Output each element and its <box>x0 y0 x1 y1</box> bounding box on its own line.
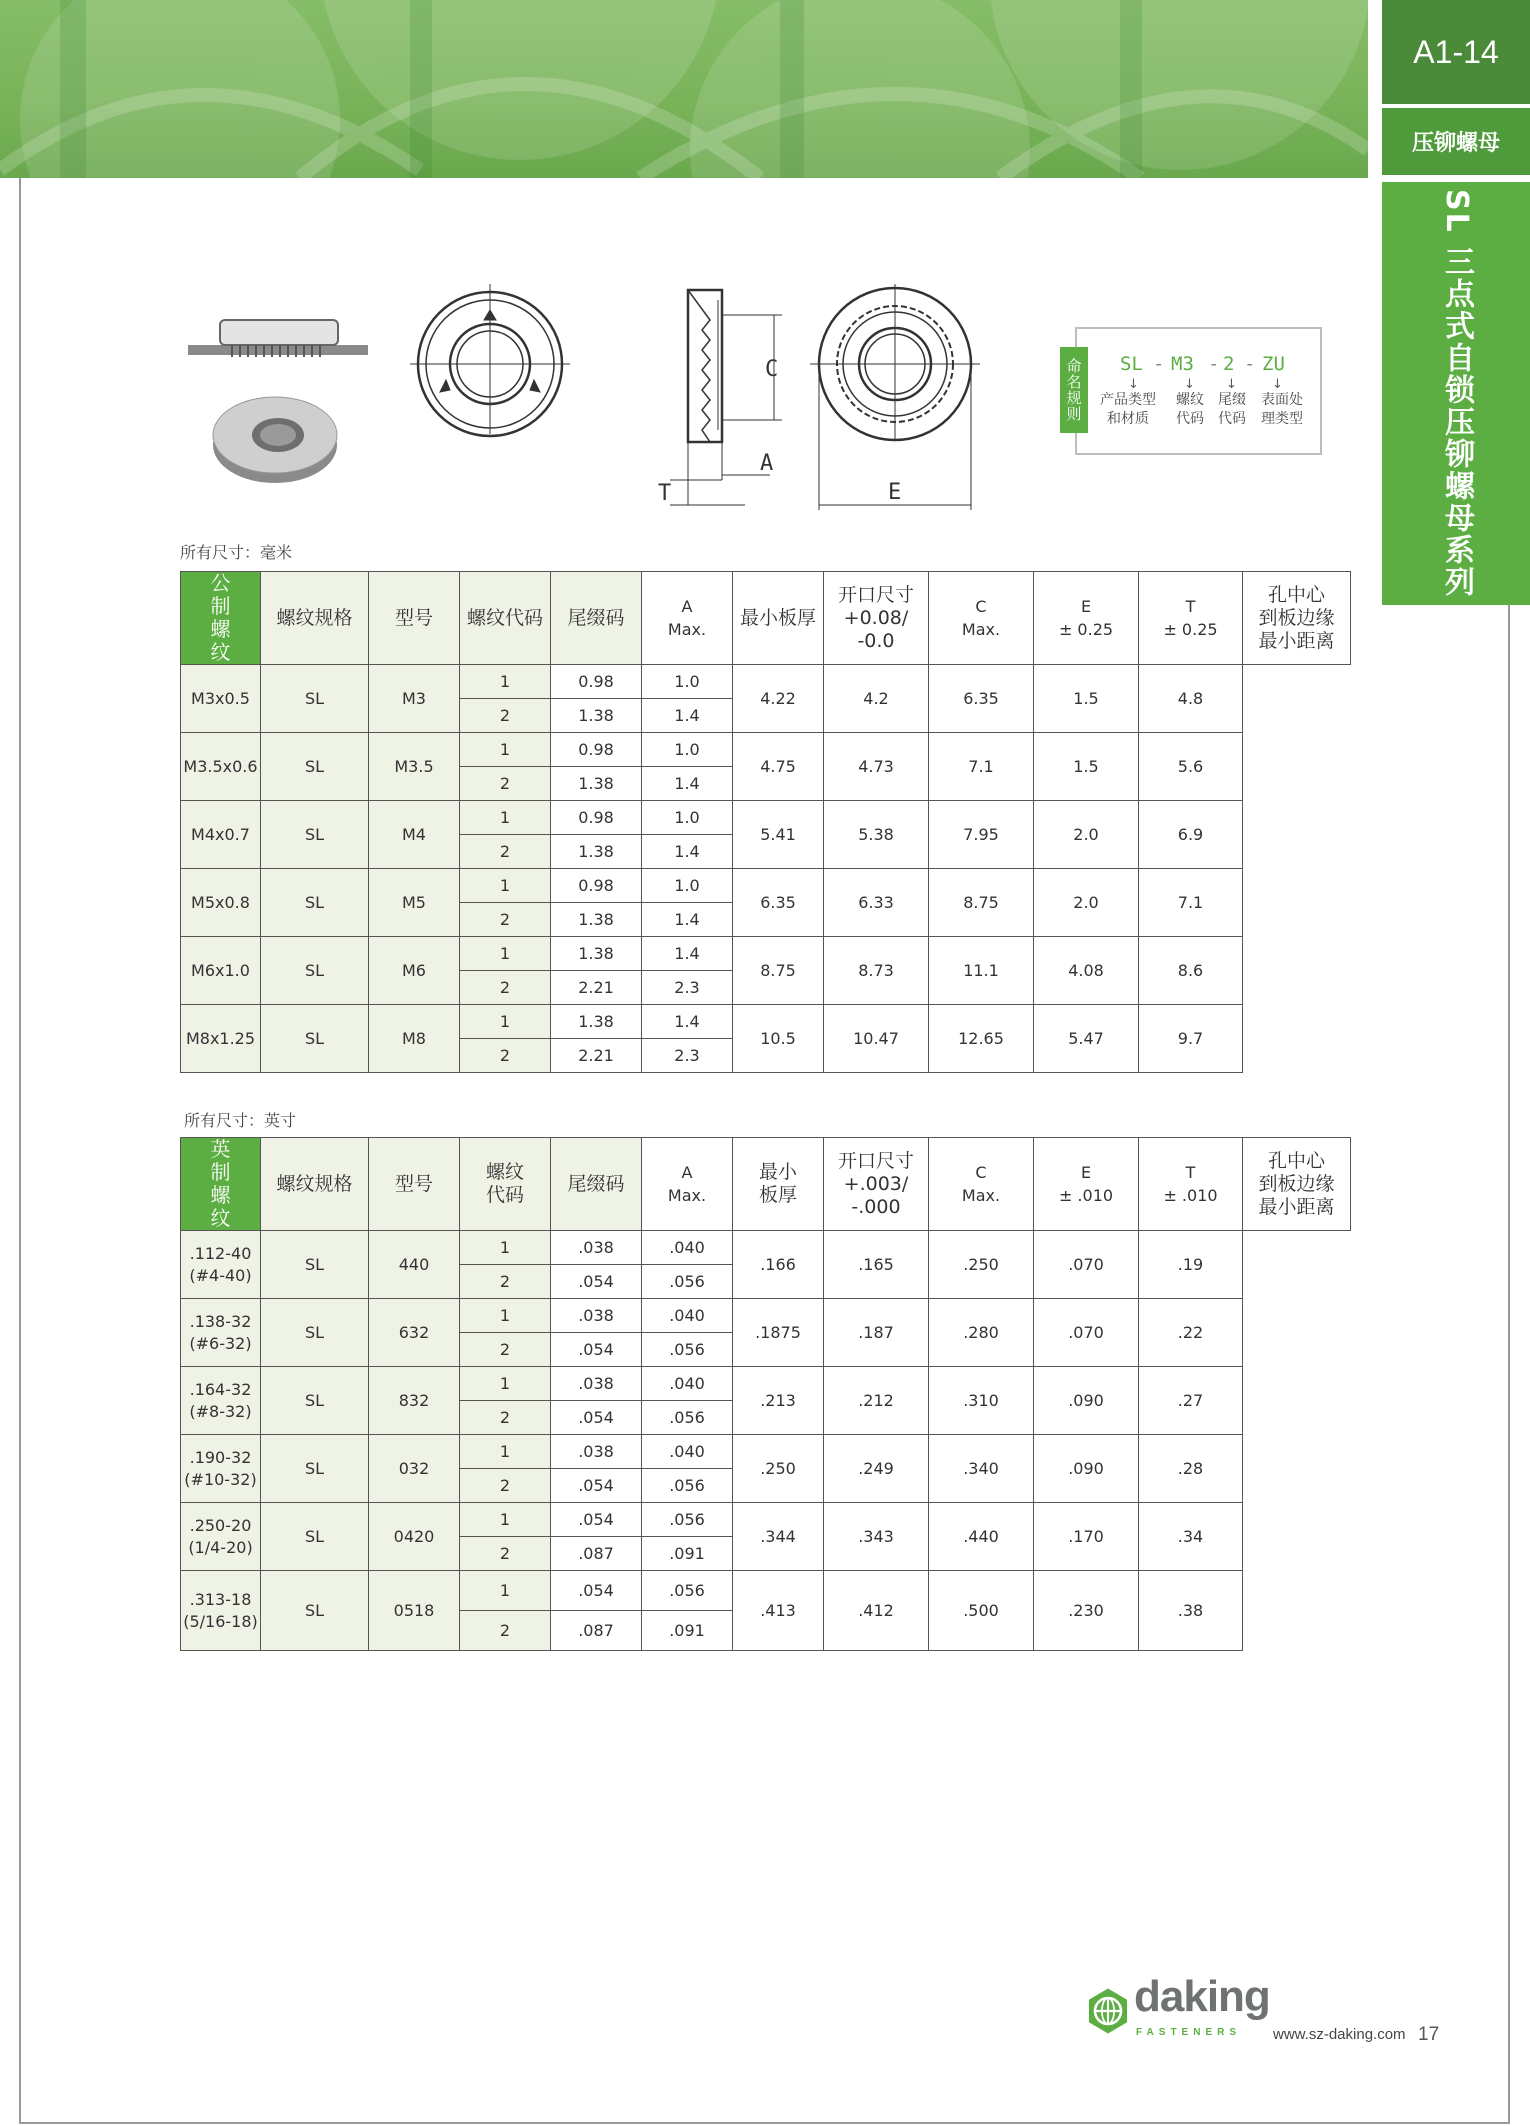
cell-min-sheet: .056 <box>642 1265 733 1299</box>
col-c: C Max. <box>929 572 1034 665</box>
cell-e: 12.65 <box>929 1005 1034 1073</box>
imperial-spec-table <box>180 1137 1351 1651</box>
cell-code: M6 <box>369 937 460 1005</box>
cell-a: .054 <box>551 1333 642 1367</box>
cell-min-sheet: .040 <box>642 1299 733 1333</box>
naming-code-sep: - <box>1244 353 1256 375</box>
cell-edge: .19 <box>1139 1231 1243 1299</box>
cell-e: .250 <box>929 1231 1034 1299</box>
cell-edge: .22 <box>1139 1299 1243 1367</box>
imperial-rows <box>181 1231 1351 1651</box>
cell-a: .054 <box>551 1503 642 1537</box>
cell-hole: .344 <box>733 1503 824 1571</box>
cell-thread: .190-32 (#10-32) <box>181 1435 261 1503</box>
cell-suffix: 1 <box>460 937 551 971</box>
cell-edge: .38 <box>1139 1571 1243 1651</box>
cell-min-sheet: .056 <box>642 1401 733 1435</box>
cell-suffix: 2 <box>460 1265 551 1299</box>
page-frame-left <box>19 178 21 2124</box>
cell-suffix: 2 <box>460 1611 551 1651</box>
table-row <box>181 1571 1351 1611</box>
cell-a: .054 <box>551 1401 642 1435</box>
cell-min-sheet: .056 <box>642 1503 733 1537</box>
cell-a: 0.98 <box>551 869 642 903</box>
naming-code-suffix: 2 <box>1223 353 1235 375</box>
cell-min-sheet: 1.4 <box>642 767 733 801</box>
cell-hole: .413 <box>733 1571 824 1651</box>
cell-c: 8.73 <box>824 937 929 1005</box>
naming-label-thread: 螺纹 代码 <box>1176 392 1204 427</box>
cell-edge: .34 <box>1139 1503 1243 1571</box>
cell-type: SL <box>261 801 369 869</box>
dim-e-label: E <box>888 480 902 505</box>
col-thread: 螺纹规格 <box>261 1138 369 1231</box>
cell-suffix: 1 <box>460 1299 551 1333</box>
table-row <box>181 869 1351 903</box>
cell-thread: .250-20 (1/4-20) <box>181 1503 261 1571</box>
dim-a-label: A <box>760 451 774 476</box>
cell-hole: 8.75 <box>733 937 824 1005</box>
col-t: T ± .010 <box>1139 1138 1243 1231</box>
cell-t: .170 <box>1034 1503 1139 1571</box>
cell-c: .212 <box>824 1367 929 1435</box>
nut-section-view <box>188 320 368 357</box>
cell-code: M3.5 <box>369 733 460 801</box>
cell-t: .070 <box>1034 1299 1139 1367</box>
cell-suffix: 2 <box>460 1333 551 1367</box>
cell-thread: M4x0.7 <box>181 801 261 869</box>
cell-suffix: 1 <box>460 1005 551 1039</box>
nut-front-view <box>410 284 570 436</box>
cell-suffix: 2 <box>460 835 551 869</box>
arrow-down-icon: ↓ <box>1184 377 1195 392</box>
cell-c: 6.33 <box>824 869 929 937</box>
table-row <box>181 1005 1351 1039</box>
cell-min-sheet: 1.4 <box>642 937 733 971</box>
cell-min-sheet: 2.3 <box>642 1039 733 1073</box>
cell-min-sheet: 1.0 <box>642 665 733 699</box>
cell-a: .054 <box>551 1265 642 1299</box>
category-tab: 压铆螺母 <box>1382 108 1530 175</box>
cell-suffix: 2 <box>460 1039 551 1073</box>
cell-c: 10.47 <box>824 1005 929 1073</box>
cell-hole: 4.22 <box>733 665 824 733</box>
header-banner <box>0 0 1368 178</box>
cell-e: .280 <box>929 1299 1034 1367</box>
metric-spec-table <box>180 571 1351 1073</box>
cell-min-sheet: 2.3 <box>642 971 733 1005</box>
arrow-down-icon: ↓ <box>1226 377 1237 392</box>
col-hole: 开口尺寸 +0.08/ -0.0 <box>824 572 929 665</box>
col-edge: 孔中心 到板边缘 最小距离 <box>1243 572 1351 665</box>
cell-a: .038 <box>551 1367 642 1401</box>
cell-c: 4.73 <box>824 733 929 801</box>
page-number: 17 <box>1418 2024 1440 2045</box>
cell-a: .038 <box>551 1231 642 1265</box>
cell-a: .054 <box>551 1469 642 1503</box>
cell-t: 1.5 <box>1034 733 1139 801</box>
arrow-down-icon: ↓ <box>1128 377 1139 392</box>
cell-a: 0.98 <box>551 665 642 699</box>
nut-3d-render <box>213 397 337 483</box>
cell-e: 6.35 <box>929 665 1034 733</box>
banner-leaf-pattern <box>0 0 1368 178</box>
cell-suffix: 1 <box>460 1367 551 1401</box>
cell-edge: 8.6 <box>1139 937 1243 1005</box>
cell-code: 0420 <box>369 1503 460 1571</box>
table-row <box>181 1435 1351 1469</box>
cell-hole: .166 <box>733 1231 824 1299</box>
table-row <box>181 1503 1351 1537</box>
cell-c: .343 <box>824 1503 929 1571</box>
cell-min-sheet: 1.4 <box>642 835 733 869</box>
naming-label-suffix: 尾缀 代码 <box>1218 392 1246 427</box>
col-min-sheet: 最小 板厚 <box>733 1138 824 1231</box>
table-row <box>181 937 1351 971</box>
col-a: A Max. <box>642 572 733 665</box>
daking-globe-icon <box>1082 1985 1134 2037</box>
metric-rows <box>181 665 1351 1073</box>
cell-type: SL <box>261 937 369 1005</box>
cell-min-sheet: .040 <box>642 1435 733 1469</box>
cell-suffix: 2 <box>460 767 551 801</box>
cell-type: SL <box>261 1503 369 1571</box>
metric-units-note: 所有尺寸：毫米 <box>180 543 293 562</box>
brand-logo-text: daking <box>1134 1972 1270 2021</box>
cell-code: M4 <box>369 801 460 869</box>
cell-t: 2.0 <box>1034 801 1139 869</box>
cell-thread: M3x0.5 <box>181 665 261 733</box>
cell-edge: 7.1 <box>1139 869 1243 937</box>
col-suffix: 尾缀码 <box>551 572 642 665</box>
cell-type: SL <box>261 665 369 733</box>
col-type: 型号 <box>369 572 460 665</box>
cell-suffix: 1 <box>460 1503 551 1537</box>
naming-code-finish: ZU <box>1262 353 1285 375</box>
cell-thread: .313-18 (5/16-18) <box>181 1571 261 1651</box>
col-edge: 孔中心 到板边缘 最小距离 <box>1243 1138 1351 1231</box>
cell-suffix: 1 <box>460 801 551 835</box>
cell-code: 032 <box>369 1435 460 1503</box>
cell-edge: 4.8 <box>1139 665 1243 733</box>
cell-a: .087 <box>551 1611 642 1651</box>
cell-hole: 5.41 <box>733 801 824 869</box>
col-suffix: 尾缀码 <box>551 1138 642 1231</box>
cell-suffix: 1 <box>460 1231 551 1265</box>
cell-min-sheet: .056 <box>642 1333 733 1367</box>
cell-min-sheet: 1.0 <box>642 869 733 903</box>
cell-a: .038 <box>551 1435 642 1469</box>
col-code: 螺纹代码 <box>460 572 551 665</box>
cell-min-sheet: .056 <box>642 1571 733 1611</box>
cell-thread: M5x0.8 <box>181 869 261 937</box>
dim-t-label: T <box>658 481 672 506</box>
cell-t: .090 <box>1034 1435 1139 1503</box>
cell-t: 1.5 <box>1034 665 1139 733</box>
cell-suffix: 1 <box>460 869 551 903</box>
naming-code-sep: - <box>1153 353 1165 375</box>
cell-t: .090 <box>1034 1367 1139 1435</box>
cell-a: 1.38 <box>551 903 642 937</box>
metric-side-label: 公制螺纹 <box>181 572 261 665</box>
arrow-down-icon: ↓ <box>1272 377 1283 392</box>
cell-a: 2.21 <box>551 971 642 1005</box>
table-row <box>181 1231 1351 1265</box>
cell-thread: M6x1.0 <box>181 937 261 1005</box>
cell-t: 4.08 <box>1034 937 1139 1005</box>
naming-rule-tag: 命名规则 <box>1060 347 1088 433</box>
col-code: 螺纹 代码 <box>460 1138 551 1231</box>
cell-thread: M8x1.25 <box>181 1005 261 1073</box>
cell-thread: .164-32 (#8-32) <box>181 1367 261 1435</box>
cell-a: .038 <box>551 1299 642 1333</box>
cell-suffix: 1 <box>460 665 551 699</box>
cell-suffix: 2 <box>460 903 551 937</box>
cell-type: SL <box>261 1299 369 1367</box>
naming-label-type: 产品类型 和材质 <box>1100 392 1156 427</box>
cell-code: M3 <box>369 665 460 733</box>
cell-t: 5.47 <box>1034 1005 1139 1073</box>
cell-e: 7.95 <box>929 801 1034 869</box>
website-url: www.sz-daking.com <box>1273 2026 1406 2043</box>
col-type: 型号 <box>369 1138 460 1231</box>
imperial-units-note: 所有尺寸：英寸 <box>184 1111 297 1130</box>
cell-e: .310 <box>929 1367 1034 1435</box>
cell-a: 1.38 <box>551 835 642 869</box>
cell-edge: 5.6 <box>1139 733 1243 801</box>
cell-suffix: 2 <box>460 1537 551 1571</box>
cell-edge: .28 <box>1139 1435 1243 1503</box>
cell-min-sheet: 1.4 <box>642 903 733 937</box>
cell-code: M8 <box>369 1005 460 1073</box>
col-a: A Max. <box>642 1138 733 1231</box>
cell-t: 2.0 <box>1034 869 1139 937</box>
cell-type: SL <box>261 1367 369 1435</box>
cell-e: .340 <box>929 1435 1034 1503</box>
cell-hole: .250 <box>733 1435 824 1503</box>
cell-code: 832 <box>369 1367 460 1435</box>
cell-type: SL <box>261 1005 369 1073</box>
cell-suffix: 1 <box>460 733 551 767</box>
naming-code-sep: - <box>1208 353 1220 375</box>
cell-type: SL <box>261 1571 369 1651</box>
cell-min-sheet: .056 <box>642 1469 733 1503</box>
cell-type: SL <box>261 1435 369 1503</box>
cell-suffix: 2 <box>460 971 551 1005</box>
page-frame-right <box>1508 605 1510 2124</box>
cell-c: 5.38 <box>824 801 929 869</box>
cell-a: 0.98 <box>551 733 642 767</box>
table-row <box>181 1367 1351 1401</box>
cell-a: .087 <box>551 1537 642 1571</box>
col-hole: 开口尺寸 +.003/ -.000 <box>824 1138 929 1231</box>
cell-suffix: 1 <box>460 1571 551 1611</box>
table-row <box>181 1299 1351 1333</box>
cell-a: 1.38 <box>551 937 642 971</box>
cell-a: 0.98 <box>551 801 642 835</box>
cell-edge: 9.7 <box>1139 1005 1243 1073</box>
nut-knurled-view <box>810 284 980 510</box>
cell-edge: .27 <box>1139 1367 1243 1435</box>
cell-thread: .138-32 (#6-32) <box>181 1299 261 1367</box>
naming-code-type: SL <box>1120 353 1143 375</box>
cell-a: 1.38 <box>551 767 642 801</box>
cell-code: 632 <box>369 1299 460 1367</box>
cell-code: 440 <box>369 1231 460 1299</box>
naming-code-thread: M3 <box>1171 353 1194 375</box>
cell-hole: .1875 <box>733 1299 824 1367</box>
cell-a: 1.38 <box>551 1005 642 1039</box>
dim-c-label: C <box>765 357 779 382</box>
cell-code: M5 <box>369 869 460 937</box>
cell-c: .412 <box>824 1571 929 1651</box>
cell-a: 2.21 <box>551 1039 642 1073</box>
imperial-side-label: 英制螺纹 <box>181 1138 261 1231</box>
cell-suffix: 2 <box>460 699 551 733</box>
cell-min-sheet: .091 <box>642 1611 733 1651</box>
page-frame-bottom <box>19 2122 1510 2124</box>
naming-label-finish: 表面处 理类型 <box>1261 392 1303 427</box>
naming-rule <box>1060 327 1322 455</box>
col-e: E ± 0.25 <box>1034 572 1139 665</box>
cell-e: 8.75 <box>929 869 1034 937</box>
cell-type: SL <box>261 1231 369 1299</box>
cell-thread: M3.5x0.6 <box>181 733 261 801</box>
cell-c: .187 <box>824 1299 929 1367</box>
cell-a: 1.38 <box>551 699 642 733</box>
col-min-sheet: 最小板厚 <box>733 572 824 665</box>
cell-hole: 4.75 <box>733 733 824 801</box>
cell-c: 4.2 <box>824 665 929 733</box>
cell-suffix: 1 <box>460 1435 551 1469</box>
cell-e: 7.1 <box>929 733 1034 801</box>
cell-t: .230 <box>1034 1571 1139 1651</box>
cell-min-sheet: 1.4 <box>642 699 733 733</box>
table-row <box>181 665 1351 699</box>
cell-c: .249 <box>824 1435 929 1503</box>
cell-min-sheet: .091 <box>642 1537 733 1571</box>
table-row <box>181 801 1351 835</box>
col-e: E ± .010 <box>1034 1138 1139 1231</box>
cell-e: .440 <box>929 1503 1034 1571</box>
cell-min-sheet: 1.0 <box>642 801 733 835</box>
table-row <box>181 733 1351 767</box>
cell-hole: 6.35 <box>733 869 824 937</box>
col-thread: 螺纹规格 <box>261 572 369 665</box>
cell-min-sheet: .040 <box>642 1367 733 1401</box>
brand-subtitle: FASTENERS <box>1136 2027 1242 2038</box>
cell-hole: .213 <box>733 1367 824 1435</box>
cell-code: 0518 <box>369 1571 460 1651</box>
cell-c: .165 <box>824 1231 929 1299</box>
cell-a: .054 <box>551 1571 642 1611</box>
cell-type: SL <box>261 733 369 801</box>
col-t: T ± 0.25 <box>1139 572 1243 665</box>
cell-min-sheet: 1.4 <box>642 1005 733 1039</box>
series-title-tab: SL 三点式自锁压铆螺母系列 <box>1382 182 1530 605</box>
cell-thread: .112-40 (#4-40) <box>181 1231 261 1299</box>
page-code-tab: A1-14 <box>1382 0 1530 104</box>
col-c: C Max. <box>929 1138 1034 1231</box>
cell-e: .500 <box>929 1571 1034 1651</box>
cell-type: SL <box>261 869 369 937</box>
cell-e: 11.1 <box>929 937 1034 1005</box>
cell-hole: 10.5 <box>733 1005 824 1073</box>
cell-suffix: 2 <box>460 1469 551 1503</box>
cell-t: .070 <box>1034 1231 1139 1299</box>
cell-min-sheet: .040 <box>642 1231 733 1265</box>
cell-suffix: 2 <box>460 1401 551 1435</box>
cell-edge: 6.9 <box>1139 801 1243 869</box>
cell-min-sheet: 1.0 <box>642 733 733 767</box>
